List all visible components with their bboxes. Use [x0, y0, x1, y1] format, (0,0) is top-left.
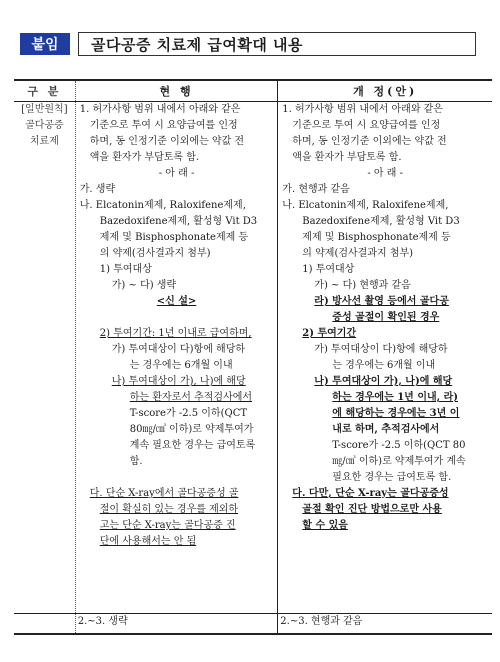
current-line: 단에 사용해서는 안 됨 [99, 536, 197, 547]
current-line: 가) ~ 다) 생략 [111, 280, 177, 291]
revised-line: 내로 하며, 추적검사에서 [332, 424, 440, 435]
revised-line: 2) 투여기간 [302, 328, 357, 339]
document-title: 골다공증 치료제 급여확대 내용 [78, 32, 476, 56]
col-header-category: 구 분 [14, 80, 75, 102]
revised-line: 필요한 경우는 급여토록 함. [332, 472, 452, 483]
revised-line: 가) 투여대상이 다)항에 해당하 [314, 344, 448, 355]
current-line: 절이 확실히 있는 경우를 제외하 [99, 504, 239, 515]
category-cell-empty [14, 614, 75, 634]
revised-line: 하며, 동 인정기준 이외에는 약값 전 [292, 136, 447, 147]
revised-line: 다. 다만, 단순 X-ray는 골다공증성 [292, 488, 449, 499]
current-line: 는 경우에는 6개월 이내 [129, 360, 233, 371]
current-line: 나) 투여대상이 가), 나)에 해당 [111, 376, 246, 387]
current-line: - 아 래 - [158, 168, 195, 179]
revised-line: ㎎/㎤ 이하)로 약제투여가 계속 [332, 456, 466, 467]
current-line: 가) 투여대상이 다)항에 해당하 [111, 344, 246, 355]
current-line: 함. [129, 456, 143, 467]
col-header-current: 현 행 [75, 80, 278, 102]
page-header [0, 0, 500, 70]
revised-line: 는 경우에는 6개월 이내 [332, 360, 436, 371]
revised-line: 에 해당하는 경우에는 3년 이 [332, 408, 460, 419]
revised-line: 기준으로 투여 시 요양급여를 인정 [292, 120, 441, 131]
revised-cell [278, 102, 492, 614]
current-line: 제제 및 Bisphosphonate제제 등 [99, 232, 249, 243]
current-line: 가. 생략 [79, 184, 116, 195]
current-line: 80㎎/㎤ 이하)로 약제투여가 [129, 424, 254, 435]
revised-line: 1. 허가사항 범위 내에서 아래와 같은 [282, 104, 443, 115]
revised-line: 나. Elcatonin제제, Raloxifene제제, [282, 200, 449, 211]
current-line: 액을 환자가 부담토록 함. [89, 152, 200, 163]
category-line: 치료제 [29, 136, 59, 147]
current-line: 고는 단순 X-ray는 골다공증 진 [99, 520, 236, 531]
revised-line: 1) 투여대상 [302, 264, 355, 275]
current-last-cell [75, 614, 278, 634]
revised-line: 가. 현행과 같음 [282, 184, 350, 195]
revised-line: 의 약제(검사결과지 첨부) [302, 248, 414, 259]
revised-line: 가) ~ 다) 현행과 같음 [314, 280, 411, 291]
revised-line: 액을 환자가 부담토록 함. [292, 152, 402, 163]
comparison-table [14, 79, 492, 635]
revised-line: 증성 골절이 확인된 경우 [332, 312, 440, 323]
current-line: T-score가 -2.5 이하(QCT [129, 408, 248, 419]
current-line: 하는 환자로서 추적검사에서 [129, 392, 253, 403]
attachment-tag: 붙임 [20, 33, 70, 55]
current-line: 2) 투여기간: 1년 이내로 급여하며, [99, 328, 252, 339]
current-line: 1) 투여대상 [99, 264, 152, 275]
revised-line: 나) 투여대상이 가), 나)에 해당 [314, 376, 453, 387]
current-line: 계속 필요한 경우는 급여토록 [129, 440, 256, 451]
current-last-line: 2.~3. 생략 [77, 616, 128, 627]
current-line: 의 약제(검사결과지 첨부) [99, 248, 211, 259]
category-line: [일반원칙] [21, 104, 68, 115]
revised-line: 제제 및 Bisphosphonate제제 등 [302, 232, 451, 243]
current-line: 기준으로 투여 시 요양급여를 인정 [89, 120, 238, 131]
revised-last-cell [278, 614, 492, 634]
revised-last-line: 2.~3. 현행과 같음 [280, 616, 363, 627]
current-line [78, 310, 276, 326]
current-line: Bazedoxifene제제, 활성형 Vit D3 [99, 216, 258, 227]
revised-line: Bazedoxifene제제, 활성형 Vit D3 [302, 216, 460, 227]
current-line: 1. 허가사항 범위 내에서 아래와 같은 [79, 104, 241, 115]
revised-line: 라) 방사선 촬영 등에서 골다공 [314, 296, 449, 307]
category-line: 골다공증 [25, 120, 64, 131]
current-line: 다. 단순 X-ray에서 골다공증성 골 [89, 488, 239, 499]
current-line: 하며, 동 인정기준 이외에는 약값 전 [89, 136, 245, 147]
revised-line: 하는 경우에는 1년 이내, 라) [332, 392, 458, 403]
category-cell [14, 102, 75, 614]
current-line [78, 470, 276, 486]
revised-line: 골절 확인 진단 방법으로만 사용 [302, 504, 442, 515]
revised-line: T-score가 -2.5 이하(QCT 80 [332, 440, 466, 451]
revised-line: - 아 래 - [367, 168, 403, 179]
current-line: 나. Elcatonin제제, Raloxifene제제, [79, 200, 246, 211]
current-cell [75, 102, 278, 614]
current-line: <신 설> [156, 296, 197, 307]
col-header-revised: 개 정(안) [278, 80, 492, 102]
revised-line: 할 수 있음 [302, 520, 348, 531]
